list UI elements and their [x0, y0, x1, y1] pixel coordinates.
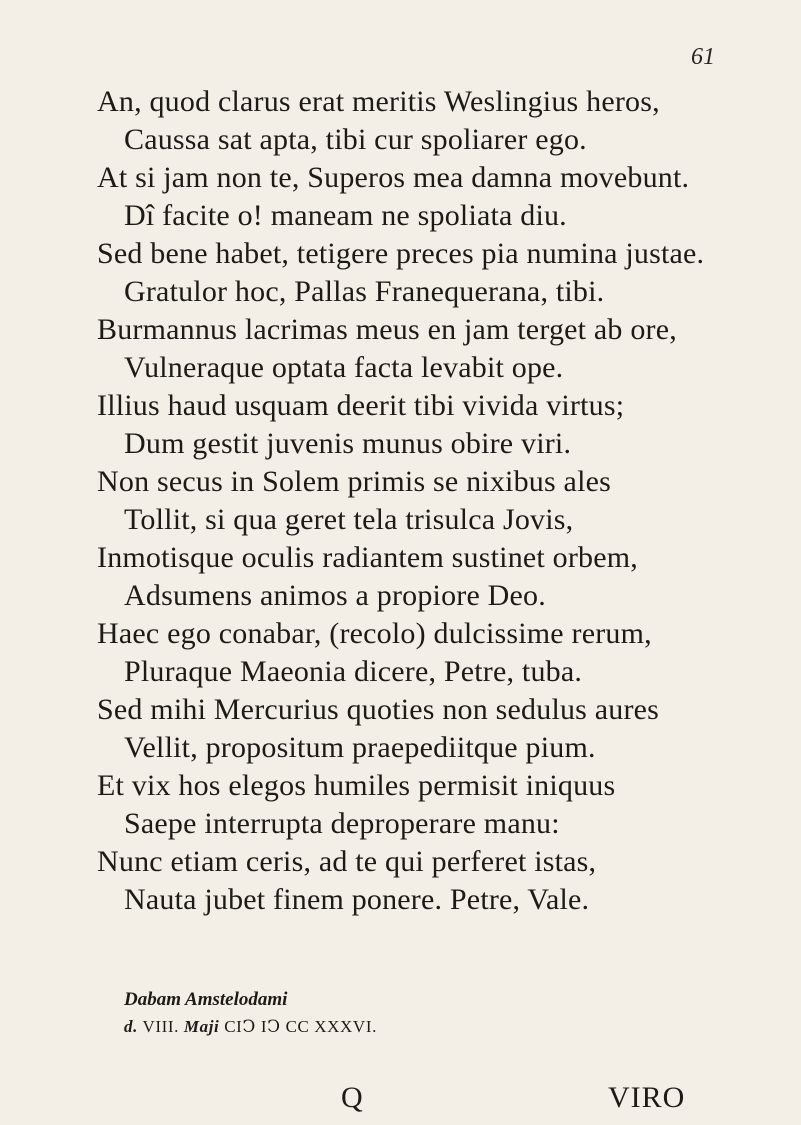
- verse-line: Dî facite o! maneam ne spoliata diu.: [124, 199, 567, 232]
- dating-year: CIↃ IↃ CC XXXVI.: [224, 1017, 377, 1036]
- catchword: VIRO: [608, 1081, 686, 1114]
- verse-line: At si jam non te, Superos mea damna movebunt.: [97, 161, 690, 194]
- verse-line: Et vix hos elegos humiles permisit iniquus: [97, 769, 616, 802]
- verse-line: Sed bene habet, tetigere preces pia numina justae.: [97, 237, 705, 270]
- dating-day: VIII.: [142, 1017, 180, 1036]
- verse-line: Dum gestit juvenis munus obire viri.: [124, 427, 572, 460]
- dating-date: [124, 1015, 377, 1039]
- verse-line: Sed mihi Mercurius quoties non sedulus aures: [97, 693, 660, 726]
- verse-line: Adsumens animos a propiore Deo.: [124, 579, 546, 612]
- dating-place: Dabam Amstelodami: [124, 989, 288, 1010]
- verse-line: Gratulor hoc, Pallas Franequerana, tibi.: [124, 275, 605, 308]
- verse-line: Nauta jubet finem ponere. Petre, Vale.: [124, 883, 590, 916]
- dating-month: Maji: [183, 1017, 220, 1036]
- verse-line: Nunc etiam ceris, ad te qui perferet istas,: [97, 845, 597, 878]
- dating-day-prefix: d.: [124, 1017, 138, 1036]
- verse-line: Non secus in Solem primis se nixibus ales: [97, 465, 611, 498]
- signature-mark: Q: [341, 1081, 363, 1114]
- verse-line: An, quod clarus erat meritis Weslingius heros,: [97, 85, 660, 118]
- page-number: 61: [691, 44, 715, 70]
- verse-line: Caussa sat apta, tibi cur spoliarer ego.: [124, 123, 587, 156]
- verse-line: Tollit, si qua geret tela trisulca Jovis,: [124, 503, 574, 536]
- verse-line: Burmannus lacrimas meus en jam terget ab ore,: [97, 313, 677, 346]
- verse-line: Haec ego conabar, (recolo) dulcissime rerum,: [97, 617, 652, 650]
- verse-line: Saepe interrupta deproperare manu:: [124, 807, 560, 840]
- verse-line: Vellit, propositum praepediitque pium.: [124, 731, 596, 764]
- verse-line: Vulneraque optata facta levabit ope.: [124, 351, 564, 384]
- verse-line: Inmotisque oculis radiantem sustinet orbem,: [97, 541, 638, 574]
- verse-line: Pluraque Maeonia dicere, Petre, tuba.: [124, 655, 583, 688]
- verse-line: Illius haud usquam deerit tibi vivida virtus;: [97, 389, 625, 422]
